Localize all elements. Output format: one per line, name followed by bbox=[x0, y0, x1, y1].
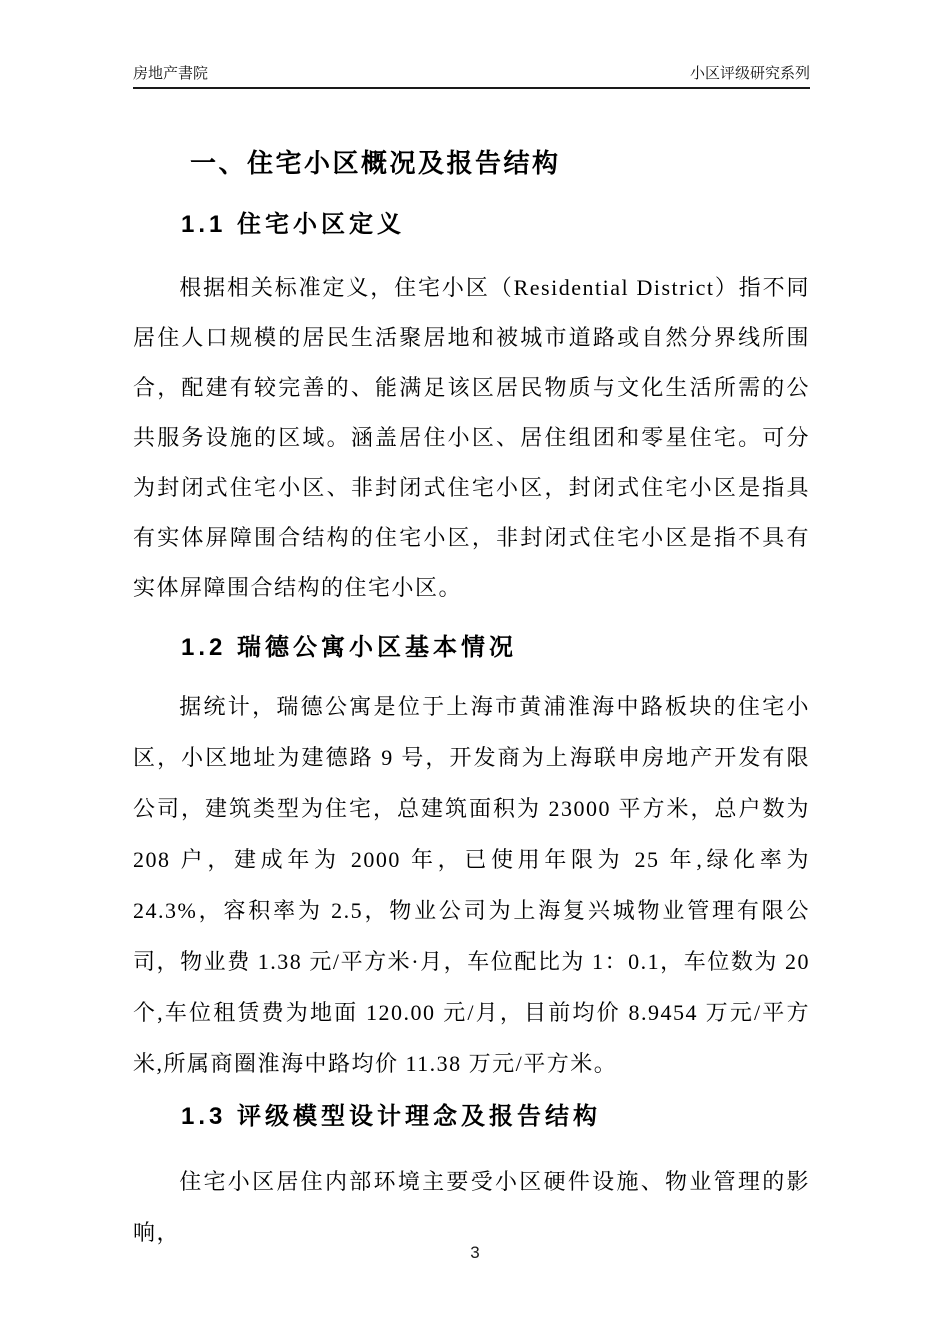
page-number: 3 bbox=[470, 1243, 480, 1262]
section-heading-1-1: 1.1 住宅小区定义 bbox=[181, 211, 406, 238]
section-1-3-paragraph: 住宅小区居住内部环境主要受小区硬件设施、物业管理的影响， bbox=[133, 1169, 810, 1245]
section-1-2-paragraph: 据统计，瑞德公寓是位于上海市黄浦淮海中路板块的住宅小区，小区地址为建德路 9 号，开发商为上海联申房地产开发有限公司，建筑类型为住宅，总建筑面积为 23000 平方米，总户数为 208 户，建成年为 2000 年，已使用年限为 25 年,绿化率为 24.3%，容积率为 2.5，物业公司为上海复兴城物业管理有限公司，物业费 1.38 元/平方米·月，车位配比为 1：0.1，车位数为 20 个,车位租赁费为地面 120.00 元/月，目前均价 8.9454 万元/平方米,所属商圈淮海中路均价 11.38 万元/平方米。 bbox=[133, 694, 810, 1076]
document-content bbox=[133, 0, 810, 1258]
page-header bbox=[133, 62, 810, 89]
section-heading-1-3: 1.3 评级模型设计理念及报告结构 bbox=[181, 1103, 602, 1130]
section-heading-1-2: 1.2 瑞德公寓小区基本情况 bbox=[181, 634, 518, 661]
header-left-text: 房地产書院 bbox=[133, 65, 209, 82]
document-title: 一、住宅小区概况及报告结构 bbox=[190, 148, 561, 178]
section-1-1-paragraph: 根据相关标准定义，住宅小区（Residential District）指不同居住人口规模的居民生活聚居地和被城市道路或自然分界线所围合，配建有较完善的、能满足该区居民物质与文化生活所需的公共服务设施的区域。涵盖居住小区、居住组团和零星住宅。可分为封闭式住宅小区、非封闭式住宅小区，封闭式住宅小区是指具有实体屏障围合结构的住宅小区，非封闭式住宅小区是指不具有实体屏障围合结构的住宅小区。 bbox=[133, 275, 810, 600]
header-right-text: 小区评级研究系列 bbox=[689, 65, 810, 82]
